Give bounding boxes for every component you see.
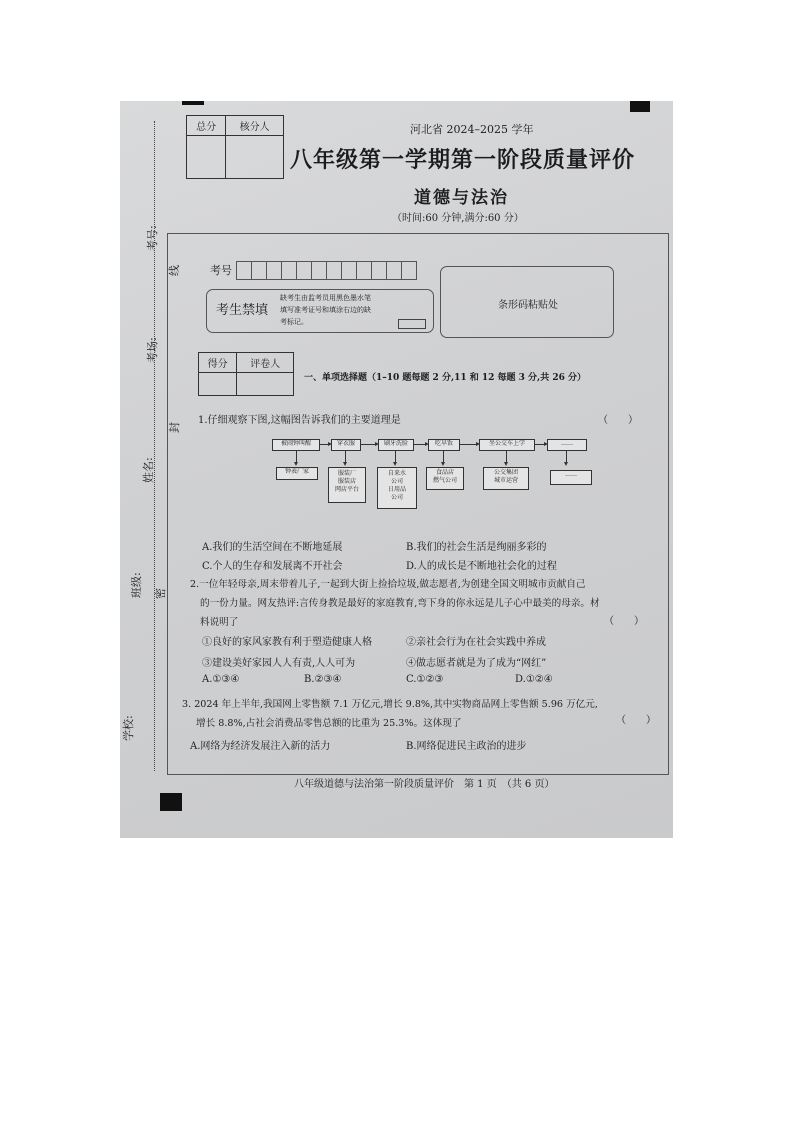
flow-top-4: 吃早饭 [428,439,460,451]
corner-mark-bottom-left [160,793,182,811]
grade-table-grader: 评卷人 [237,353,294,373]
exam-no-label: 考号 [210,264,232,277]
corner-mark-top-left [182,101,204,105]
flow-arrow-4 [459,444,477,445]
q2-statement-2: ②亲社会行为在社会实践中养成 [406,637,546,648]
q2-line-2: 的一份力量。网友热评:言传身教是最好的家庭教育,弯下身的你永远是儿子心中最美的母亲。材 [200,598,600,609]
time-info: （时间:60 分钟,满分:60 分） [392,213,524,224]
grade-table [198,352,294,396]
forbidden-label: 考生禁填 [216,303,269,318]
score-table-total: 总分 [187,116,226,136]
flow-top-2: 穿衣服 [331,439,361,451]
q2-option-d: D.①②④ [515,674,553,685]
page-title: 八年级第一学期第一阶段质量评价 [290,147,636,173]
side-label-name: 姓名: [142,457,155,483]
q2-statement-3: ③建设美好家园人人有责,人人可为 [202,658,356,669]
flow-arrow-5 [534,444,545,445]
exam-no-cells[interactable] [237,261,417,284]
q1-option-c: C.个人的生存和发展离不开社会 [202,561,343,572]
subject-title: 道德与法治 [414,188,509,208]
q2-option-c: C.①②③ [406,674,444,685]
q2-option-b: B.②③④ [304,674,342,685]
q2-line-1: 2.一位年轻母亲,周末带着儿子,一起到大街上捡拾垃圾,做志愿者,为创建全国文明城市贡献自己 [190,579,586,590]
flow-bottom-3: 自来水 公司 日用品 公司 [377,467,417,509]
header-province-year: 河北省 2024–2025 学年 [410,123,534,136]
side-label-class: 班级: [130,572,143,598]
side-label-line: 线 [168,265,181,276]
forbidden-text-2: 填写准考证号和填涂右边的缺 [280,306,371,314]
q3-paren[interactable]: （ ） [616,715,656,726]
flow-bottom-2: 服装厂 服装店 网店平台 [328,467,366,503]
absent-mark-box[interactable] [398,319,426,329]
q3-option-a: A.网络为经济发展注入新的活力 [190,741,331,752]
score-table-checker-cell[interactable] [226,136,284,179]
side-label-exam-no: 考号: [146,225,159,251]
grade-table-grader-cell[interactable] [237,373,294,396]
flow-bottom-4: 食品店 燃气公司 [426,467,464,490]
q3-option-b: B.网络促进民主政治的进步 [406,741,527,752]
flow-top-6: …… [547,439,587,451]
forbidden-text-1: 缺考生由监考员用黑色墨水笔 [280,294,371,302]
q1-option-d: D.人的成长是不断地社会化的过程 [406,561,557,572]
flow-bottom-5: 公交集团 城市运营 [483,467,529,490]
flow-bottom-6: …… [550,470,592,485]
score-table [186,115,284,179]
flow-arrow-2 [360,444,376,445]
flow-top-5: 坐公交车上学 [479,439,535,451]
flow-down-2 [345,450,346,463]
q2-statement-1: ①良好的家风家教有利于塑造健康人格 [202,637,372,648]
flow-down-6 [566,450,567,463]
flow-arrow-3 [413,444,426,445]
exam-paper-photo [120,101,673,838]
flow-down-1 [296,450,297,463]
section-heading: 一、单项选择题（1–10 题每题 2 分,11 和 12 每题 3 分,共 26 分） [304,373,586,383]
flow-arrow-1 [319,444,329,445]
side-label-exam-room: 考场: [146,337,159,363]
q2-line-3: 料说明了 [200,617,239,628]
flow-top-3: 刷牙洗脸 [378,439,414,451]
barcode-label: 条形码粘贴处 [498,300,558,311]
flow-down-3 [395,450,396,463]
grade-table-score-cell[interactable] [199,373,237,396]
flow-down-4 [443,450,444,463]
grade-table-score: 得分 [199,353,237,373]
binding-dotted-line [154,121,155,771]
forbidden-text-3: 考标记。 [280,318,308,326]
q1-paren[interactable]: （ ） [598,415,638,426]
flow-bottom-1: 钟表厂家 [276,467,318,480]
page-footer: 八年级道德与法治第一阶段质量评价 第 1 页 （共 6 页） [294,779,555,790]
corner-mark-top-right [630,101,650,112]
q3-line-1: 3. 2024 年上半年,我国网上零售额 7.1 万亿元,增长 9.8%,其中实物商品网上零售额 5.96 万亿元, [182,699,598,710]
side-label-school: 学校: [122,715,135,741]
side-label-secret: 密 [154,588,167,599]
score-table-checker: 核分人 [226,116,284,136]
score-table-total-cell[interactable] [187,136,226,179]
q2-statement-4: ④做志愿者就是为了成为“网红” [406,658,547,669]
flow-top-1: 被闹钟叫醒 [272,439,320,451]
q1-option-a: A.我们的生活空间在不断地延展 [202,542,343,553]
q2-option-a: A.①③④ [202,674,240,685]
q3-line-2: 增长 8.8%,占社会消费品零售总额的比重为 25.3%。这体现了 [196,718,462,729]
q1-stem: 1.仔细观察下图,这幅图告诉我们的主要道理是 [198,415,401,426]
q2-paren[interactable]: （ ） [604,616,644,627]
flow-down-5 [506,450,507,463]
q1-option-b: B.我们的社会生活是绚丽多彩的 [406,542,547,553]
side-label-seal: 封 [168,422,181,433]
